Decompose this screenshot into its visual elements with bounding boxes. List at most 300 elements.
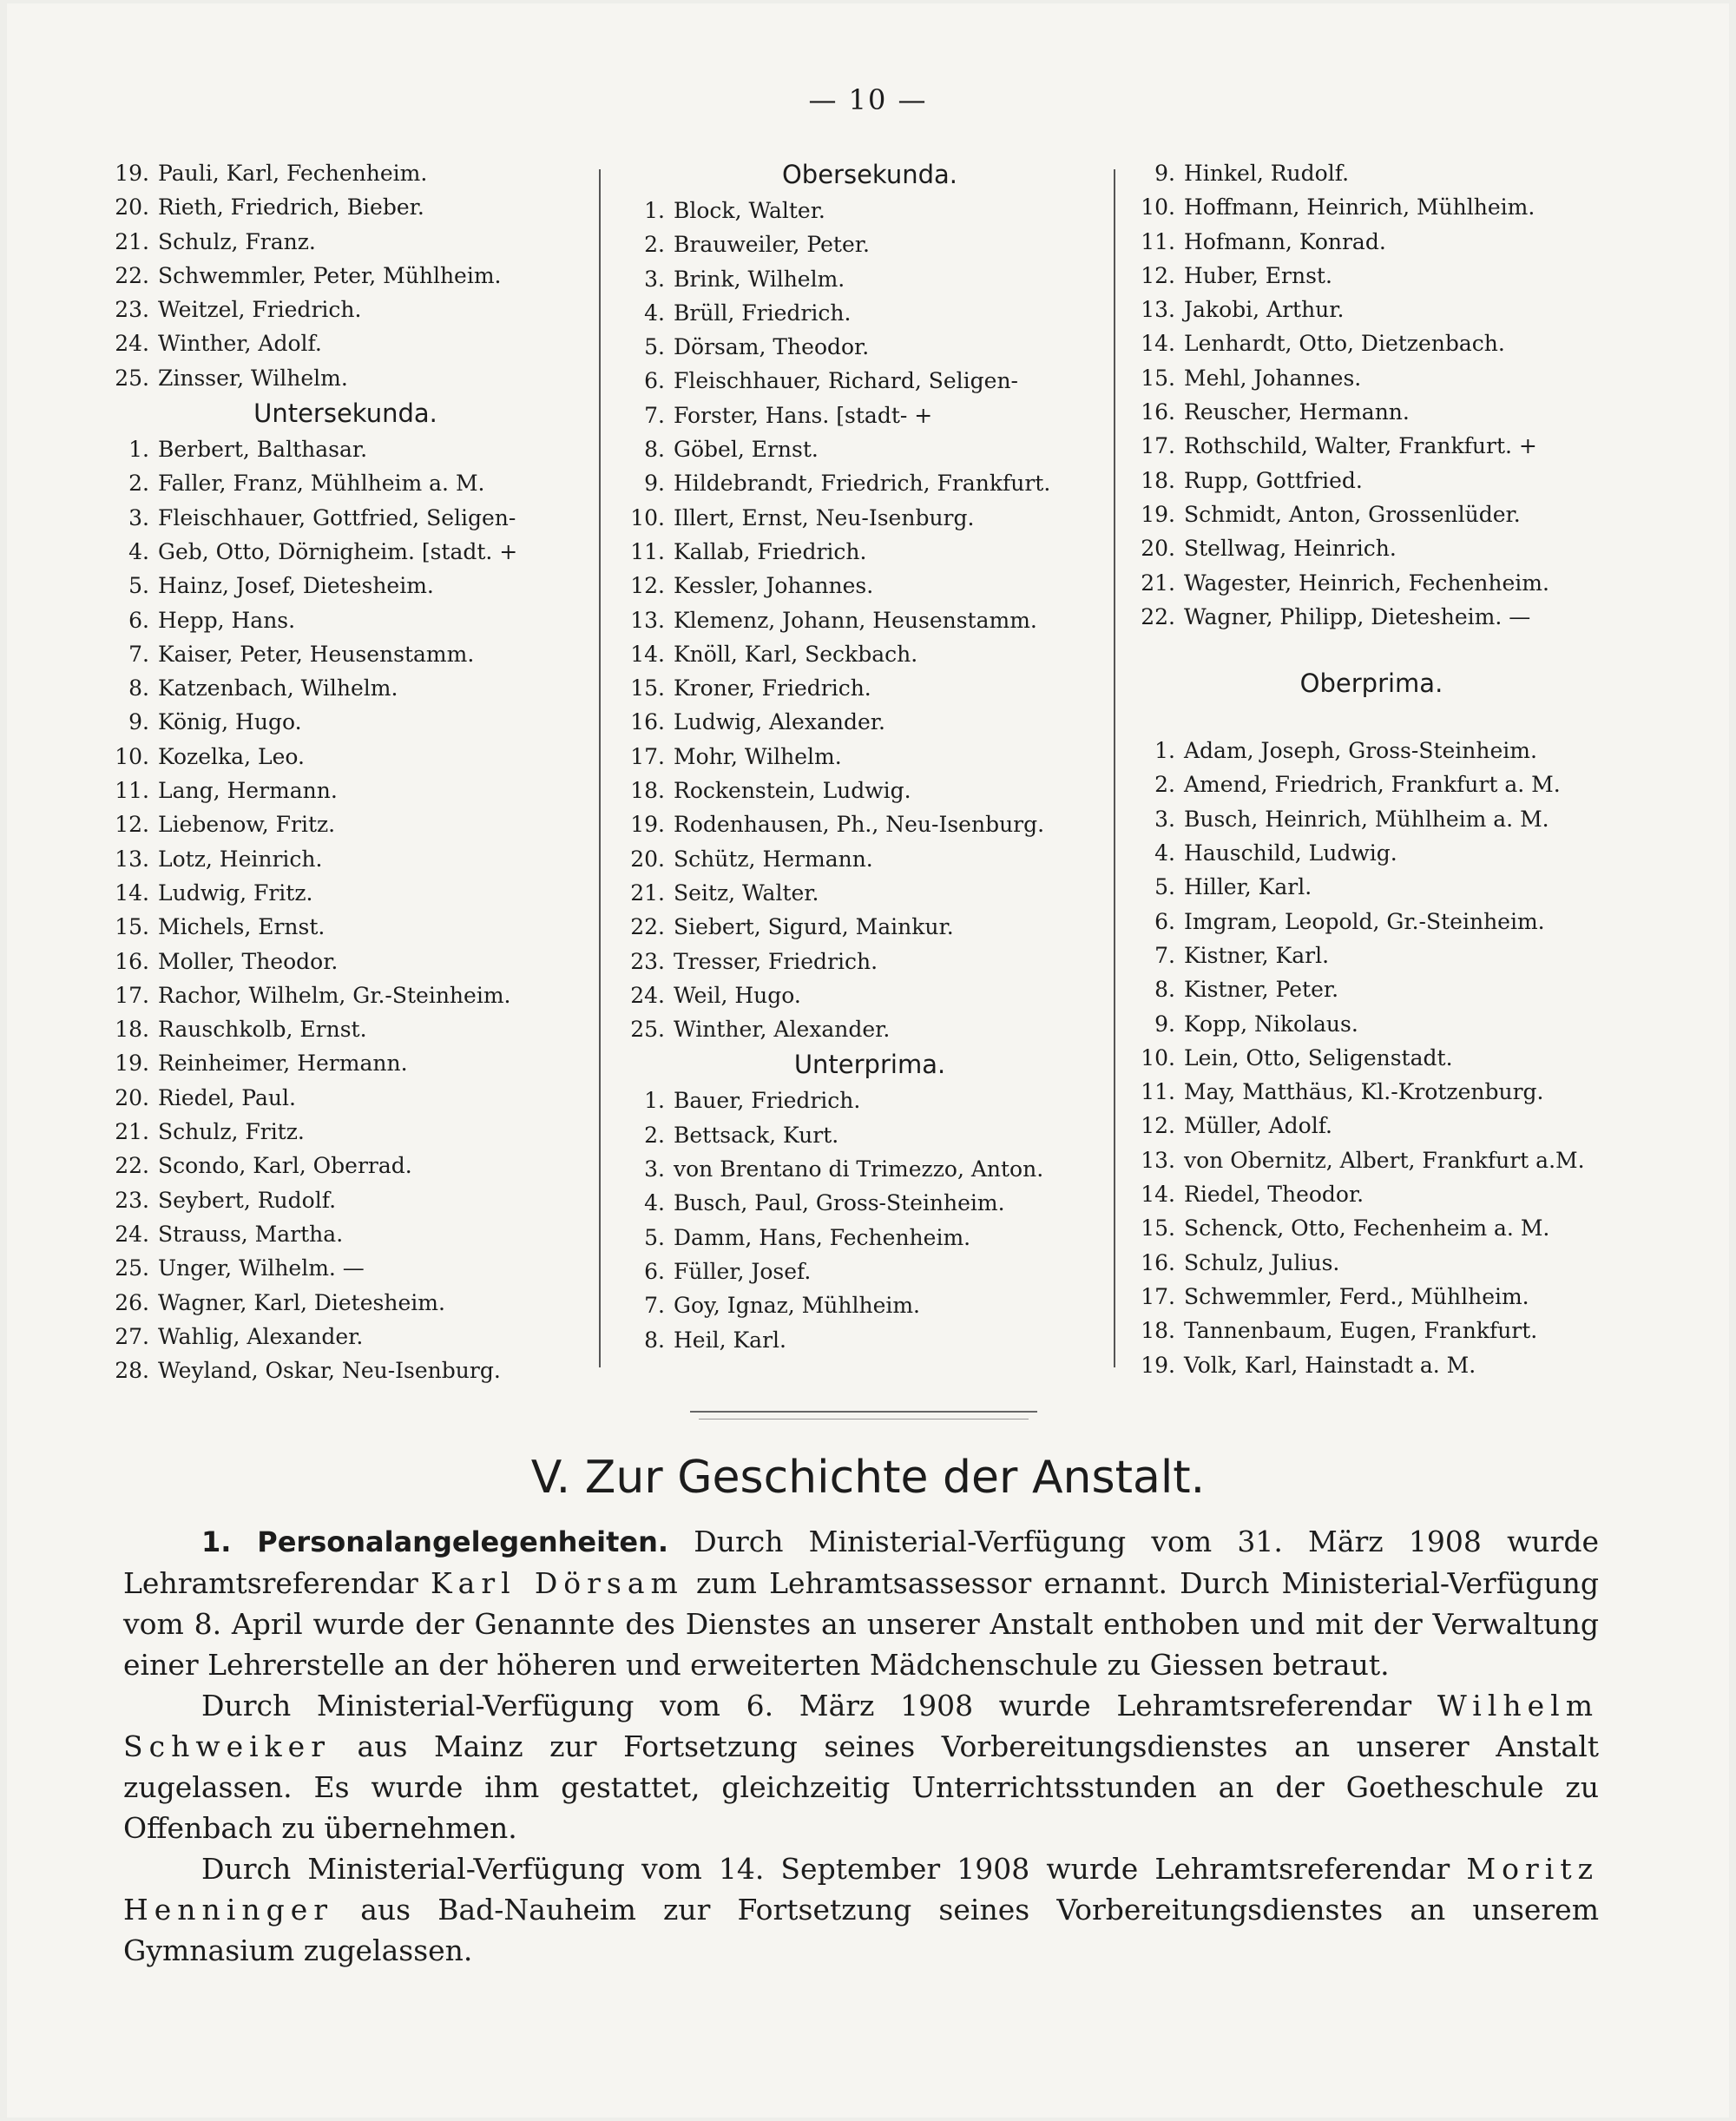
list-item — [102, 1149, 589, 1182]
paragraph-1 — [123, 1521, 1599, 1685]
list-item — [618, 1288, 1121, 1322]
person-name: Moritz Henninger — [123, 1852, 1599, 1927]
list-item — [102, 1354, 589, 1387]
item-number: 26. — [115, 1289, 149, 1315]
list-item — [102, 807, 589, 841]
list-item — [102, 1183, 589, 1217]
list-item — [102, 1286, 589, 1320]
item-name: Schulz, Julius. — [1184, 1249, 1340, 1275]
list-item — [1128, 566, 1614, 600]
item-name: Heil, Karl. — [674, 1327, 786, 1353]
item-name: Mehl, Johannes. — [1184, 365, 1362, 391]
item-name: Adam, Joseph, Gross-Steinheim. — [1184, 738, 1537, 764]
list-item — [618, 296, 1121, 330]
list-item — [1128, 326, 1614, 360]
item-number: 18. — [630, 778, 665, 804]
item-name: Rodenhausen, Ph., Neu-Isenburg. — [674, 812, 1045, 838]
spacer — [1128, 702, 1614, 734]
item-number: 13. — [115, 846, 149, 872]
item-name: Kallab, Friedrich. — [674, 538, 867, 564]
item-name: Moller, Theodor. — [158, 948, 339, 974]
item-name: Schwemmler, Peter, Mühlheim. — [158, 262, 502, 288]
item-number: 15. — [115, 914, 149, 940]
list-item — [102, 876, 589, 910]
item-number: 1. — [644, 1088, 665, 1114]
list-item — [618, 637, 1121, 671]
item-name: Jakobi, Arthur. — [1184, 297, 1345, 323]
list-item — [1128, 734, 1614, 767]
list-item — [618, 807, 1121, 841]
item-number: 1. — [1154, 738, 1175, 764]
list-item — [618, 1084, 1121, 1117]
item-number: 17. — [1141, 433, 1175, 459]
item-name: Kistner, Peter. — [1184, 977, 1339, 1003]
item-name: Wahlig, Alexander. — [158, 1323, 364, 1349]
item-number: 18. — [1141, 467, 1175, 493]
item-name: Lotz, Heinrich. — [158, 846, 323, 872]
item-name: Rieth, Friedrich, Bieber. — [158, 194, 424, 221]
item-number: 3. — [1154, 806, 1175, 832]
item-number: 22. — [115, 1153, 149, 1179]
column-1 — [102, 156, 589, 1387]
item-number: 21. — [1141, 570, 1175, 596]
item-number: 4. — [128, 538, 149, 564]
item-number: 1. — [128, 437, 149, 463]
list-item — [618, 740, 1121, 774]
list-item — [1128, 767, 1614, 801]
item-name: Geb, Otto, Dörnigheim. [stadt. + — [158, 538, 518, 564]
item-name: Ludwig, Alexander. — [674, 709, 885, 735]
list-item — [102, 1046, 589, 1080]
item-number: 16. — [1141, 1249, 1175, 1275]
item-number: 17. — [630, 743, 665, 769]
item-name: Weitzel, Friedrich. — [158, 297, 362, 323]
item-name: Kaiser, Peter, Heusenstamm. — [158, 641, 475, 667]
item-number: 7. — [1154, 942, 1175, 968]
item-number: 15. — [630, 675, 665, 702]
item-name: Wagner, Philipp, Dietesheim. — — [1184, 603, 1531, 629]
item-number: 20. — [630, 846, 665, 872]
item-name: Schütz, Hermann. — [674, 846, 873, 872]
list-item — [1128, 156, 1614, 190]
item-number: 14. — [115, 879, 149, 906]
list-item — [102, 361, 589, 395]
item-number: 19. — [115, 1051, 149, 1077]
item-number: 16. — [115, 948, 149, 974]
list-item — [618, 569, 1121, 603]
list-item — [618, 705, 1121, 739]
item-name: Schmidt, Anton, Grossenlüder. — [1184, 501, 1521, 527]
list-oberprima — [1128, 734, 1614, 1382]
item-name: Schulz, Franz. — [158, 228, 316, 254]
item-name: Hepp, Hans. — [158, 607, 296, 633]
item-number: 21. — [630, 879, 665, 906]
item-name: Damm, Hans, Fechenheim. — [674, 1224, 971, 1250]
list-item — [1128, 802, 1614, 836]
item-number: 15. — [1141, 1215, 1175, 1242]
list-item — [1128, 531, 1614, 565]
item-number: 9. — [644, 471, 665, 497]
item-name: von Obernitz, Albert, Frankfurt a.M. — [1184, 1147, 1585, 1173]
list-item — [618, 1255, 1121, 1288]
item-name: Wagner, Karl, Dietesheim. — [158, 1289, 445, 1315]
item-name: Stellwag, Heinrich. — [1184, 536, 1397, 562]
paragraph-text: aus Mainz zur Fortsetzung seines Vorbereitungsdienstes an unserer Anstalt zugelassen. Es wurde ihm gestattet, gleichzeitig Unterrichtsstunden an der Goetheschule zu Offenbach zu übernehmen. — [123, 1729, 1600, 1845]
item-name: Scondo, Karl, Oberrad. — [158, 1153, 412, 1179]
item-name: Mohr, Wilhelm. — [674, 743, 842, 769]
list-item — [1128, 1211, 1614, 1245]
item-number: 6. — [644, 1258, 665, 1284]
item-name: Kroner, Friedrich. — [674, 675, 871, 702]
list-item — [1128, 972, 1614, 1006]
list-item — [1128, 600, 1614, 634]
item-number: 23. — [115, 1187, 149, 1213]
column-rule-1 — [599, 169, 601, 1367]
item-name: Weyland, Oskar, Neu-Isenburg. — [158, 1358, 501, 1384]
item-name: Hoffmann, Heinrich, Mühlheim. — [1184, 194, 1535, 221]
item-name: Busch, Heinrich, Mühlheim a. M. — [1184, 806, 1549, 832]
item-name: Bauer, Friedrich. — [674, 1088, 861, 1114]
person-name: Karl Dörsam — [431, 1566, 684, 1600]
list-item — [102, 225, 589, 259]
item-name: Liebenow, Fritz. — [158, 812, 336, 838]
item-number: 12. — [1141, 1113, 1175, 1139]
paragraph-subhead: 1. Personalangelegenheiten. — [201, 1525, 669, 1558]
heading-untersekunda: Untersekunda. — [253, 399, 437, 429]
item-number: 28. — [115, 1358, 149, 1384]
list-item — [102, 259, 589, 293]
item-name: Schulz, Fritz. — [158, 1119, 305, 1145]
item-number: 25. — [115, 365, 149, 391]
heading-oberprima: Oberprima. — [1299, 669, 1443, 699]
item-number: 2. — [644, 232, 665, 258]
section-divider — [690, 1411, 1037, 1413]
item-name: Hinkel, Rudolf. — [1184, 161, 1350, 186]
list-item — [102, 740, 589, 774]
list-item — [102, 1217, 589, 1251]
list-item — [102, 910, 589, 944]
item-number: 24. — [115, 1221, 149, 1247]
list-item — [618, 466, 1121, 500]
list-item — [102, 569, 589, 603]
item-number: 5. — [1154, 874, 1175, 900]
item-name: Riedel, Paul. — [158, 1084, 296, 1110]
item-number: 23. — [115, 297, 149, 323]
list-item — [1128, 395, 1614, 429]
list-item — [618, 194, 1121, 227]
item-number: 22. — [1141, 603, 1175, 629]
list-item — [1128, 497, 1614, 531]
item-number: 9. — [128, 709, 149, 735]
item-number: 7. — [644, 402, 665, 428]
item-name: Brüll, Friedrich. — [674, 300, 852, 326]
paragraph-text: Durch Ministerial-Verfügung vom 14. September 1908 wurde Lehramtsreferendar — [201, 1852, 1450, 1886]
item-number: 14. — [630, 641, 665, 667]
item-number: 3. — [644, 1156, 665, 1182]
item-number: 19. — [630, 812, 665, 838]
list-item — [618, 910, 1121, 944]
item-number: 21. — [115, 1119, 149, 1145]
item-name: May, Matthäus, Kl.-Krotzenburg. — [1184, 1079, 1544, 1105]
item-name: Ludwig, Fritz. — [158, 879, 313, 906]
item-number: 4. — [644, 1190, 665, 1216]
item-number: 18. — [1141, 1318, 1175, 1344]
list-item — [102, 637, 589, 671]
list-item — [618, 1118, 1121, 1152]
item-number: 20. — [115, 194, 149, 221]
item-name: Goy, Ignaz, Mühlheim. — [674, 1293, 921, 1319]
list-item — [1128, 836, 1614, 870]
item-name: Pauli, Karl, Fechenheim. — [158, 161, 428, 186]
item-number: 6. — [128, 607, 149, 633]
list-item — [1128, 1075, 1614, 1109]
spacer — [1128, 634, 1614, 665]
item-name: Berbert, Balthasar. — [158, 437, 368, 463]
list-item — [1128, 1177, 1614, 1211]
list-class-continuation — [102, 156, 589, 395]
item-number: 9. — [1154, 161, 1175, 186]
list-item — [102, 501, 589, 535]
item-number: 19. — [1141, 501, 1175, 527]
item-number: 12. — [630, 573, 665, 599]
paragraph-3 — [123, 1848, 1599, 1971]
item-name: Fleischhauer, Richard, Seligen- — [674, 368, 1018, 394]
item-name: Unger, Wilhelm. — — [158, 1255, 365, 1281]
item-number: 16. — [630, 709, 665, 735]
item-number: 2. — [1154, 772, 1175, 798]
item-name: Block, Walter. — [674, 198, 825, 223]
list-item — [102, 190, 589, 224]
item-name: Forster, Hans. [stadt- + — [674, 402, 933, 428]
paragraph-text: zum Lehramtsassessor ernannt. Durch Ministerial-Verfügung vom 8. April wurde der Genannte des Dienstes an unserer Anstalt enthoben und mit der Verwaltung einer Lehrerstelle an der höheren und erweiterten Mädchenschule zu Giessen betraut. — [123, 1566, 1600, 1682]
item-name: Rothschild, Walter, Frankfurt. + — [1184, 433, 1537, 459]
item-name: Füller, Josef. — [674, 1258, 812, 1284]
item-number: 2. — [644, 1122, 665, 1148]
item-number: 7. — [128, 641, 149, 667]
item-name: Michels, Ernst. — [158, 914, 326, 940]
list-item — [102, 1320, 589, 1354]
item-name: Faller, Franz, Mühlheim a. M. — [158, 471, 485, 497]
item-number: 4. — [1154, 840, 1175, 866]
item-number: 23. — [630, 948, 665, 974]
list-item — [102, 842, 589, 876]
item-name: Winther, Adolf. — [158, 331, 322, 357]
list-item — [618, 1323, 1121, 1357]
list-item — [618, 603, 1121, 637]
item-name: Reinheimer, Hermann. — [158, 1051, 408, 1077]
item-number: 11. — [630, 538, 665, 564]
item-name: Siebert, Sigurd, Mainkur. — [674, 914, 954, 940]
list-item — [1128, 1041, 1614, 1075]
heading-unterprima: Unterprima. — [793, 1050, 946, 1080]
item-number: 20. — [115, 1084, 149, 1110]
list-item — [1128, 1246, 1614, 1280]
item-name: Kopp, Nikolaus. — [1184, 1011, 1358, 1037]
list-item — [102, 1012, 589, 1046]
list-item — [1128, 259, 1614, 293]
item-name: Seybert, Rudolf. — [158, 1187, 337, 1213]
item-name: Kessler, Johannes. — [674, 573, 874, 599]
list-item — [618, 1152, 1121, 1186]
item-name: Tresser, Friedrich. — [674, 948, 878, 974]
item-number: 20. — [1141, 536, 1175, 562]
list-item — [618, 842, 1121, 876]
list-item — [102, 156, 589, 190]
item-name: Hofmann, Konrad. — [1184, 228, 1386, 254]
item-number: 13. — [630, 607, 665, 633]
list-item — [618, 501, 1121, 535]
item-number: 11. — [1141, 228, 1175, 254]
paragraph-2 — [123, 1685, 1599, 1848]
item-number: 14. — [1141, 1182, 1175, 1208]
list-item — [102, 1081, 589, 1115]
item-number: 2. — [128, 471, 149, 497]
page-number: — 10 — — [808, 83, 928, 116]
list-item — [1128, 190, 1614, 224]
list-item — [102, 535, 589, 569]
list-item — [1128, 225, 1614, 259]
item-name: Wagester, Heinrich, Fechenheim. — [1184, 570, 1549, 596]
item-number: 6. — [644, 368, 665, 394]
item-name: Volk, Karl, Hainstadt a. M. — [1184, 1352, 1476, 1378]
item-name: Huber, Ernst. — [1184, 262, 1332, 288]
list-unterprima — [618, 1084, 1121, 1356]
item-name: Busch, Paul, Gross-Steinheim. — [674, 1190, 1005, 1216]
paragraph-text: Durch Ministerial-Verfügung vom 6. März 1908 wurde Lehramtsreferendar — [201, 1689, 1412, 1722]
item-number: 8. — [128, 675, 149, 702]
list-item — [618, 876, 1121, 910]
item-number: 1. — [644, 198, 665, 223]
item-name: Rockenstein, Ludwig. — [674, 778, 911, 804]
list-item — [618, 978, 1121, 1012]
item-name: Winther, Alexander. — [674, 1017, 891, 1043]
item-number: 10. — [630, 504, 665, 530]
list-item — [1128, 1109, 1614, 1143]
item-name: Kozelka, Leo. — [158, 743, 305, 769]
list-item — [618, 227, 1121, 261]
list-item — [102, 945, 589, 978]
item-number: 11. — [115, 778, 149, 804]
list-item — [618, 945, 1121, 978]
item-number: 25. — [630, 1017, 665, 1043]
item-name: Göbel, Ernst. — [674, 437, 819, 463]
list-item — [618, 1221, 1121, 1255]
item-name: Hainz, Josef, Dietesheim. — [158, 573, 434, 599]
column-3 — [1128, 156, 1614, 1382]
item-number: 22. — [115, 262, 149, 288]
item-number: 19. — [115, 161, 149, 186]
item-number: 24. — [630, 982, 665, 1008]
list-item — [618, 535, 1121, 569]
item-name: Brink, Wilhelm. — [674, 266, 845, 292]
item-name: Tannenbaum, Eugen, Frankfurt. — [1184, 1318, 1538, 1344]
item-name: König, Hugo. — [158, 709, 302, 735]
list-item — [618, 432, 1121, 466]
list-untersekunda — [102, 432, 589, 1387]
item-name: Rupp, Gottfried. — [1184, 467, 1363, 493]
item-number: 15. — [1141, 365, 1175, 391]
list-item — [1128, 870, 1614, 904]
item-name: Rachor, Wilhelm, Gr.-Steinheim. — [158, 982, 511, 1008]
list-item — [1128, 1280, 1614, 1314]
item-name: Amend, Friedrich, Frankfurt a. M. — [1184, 772, 1561, 798]
item-name: Hauschild, Ludwig. — [1184, 840, 1397, 866]
list-item — [1128, 464, 1614, 497]
list-item — [618, 774, 1121, 807]
list-item — [102, 978, 589, 1012]
item-number: 19. — [1141, 1352, 1175, 1378]
item-name: Strauss, Martha. — [158, 1221, 344, 1247]
item-number: 8. — [1154, 977, 1175, 1003]
list-item — [102, 326, 589, 360]
item-name: Brauweiler, Peter. — [674, 232, 870, 258]
item-name: Knöll, Karl, Seckbach. — [674, 641, 918, 667]
list-item — [618, 1186, 1121, 1220]
list-item — [102, 671, 589, 705]
item-number: 7. — [644, 1293, 665, 1319]
list-item — [1128, 1314, 1614, 1347]
item-name: Dörsam, Theodor. — [674, 334, 870, 360]
item-number: 10. — [1141, 194, 1175, 221]
list-item — [618, 262, 1121, 296]
item-number: 16. — [1141, 399, 1175, 425]
list-item — [618, 330, 1121, 364]
item-number: 13. — [1141, 297, 1175, 323]
paragraph-text: Durch Ministerial-Verfügung vom 31. März 1908 wurde Lehramtsreferendar — [123, 1525, 1599, 1600]
item-name: Riedel, Theodor. — [1184, 1182, 1364, 1208]
person-name: Wilhelm Schweiker — [123, 1689, 1599, 1763]
item-name: Kistner, Karl. — [1184, 942, 1330, 968]
item-name: Katzenbach, Wilhelm. — [158, 675, 398, 702]
item-number: 5. — [644, 334, 665, 360]
item-name: Lein, Otto, Seligenstadt. — [1184, 1044, 1453, 1070]
item-name: Weil, Hugo. — [674, 982, 801, 1008]
list-item — [1128, 905, 1614, 939]
item-number: 9. — [1154, 1011, 1175, 1037]
list-item — [102, 603, 589, 637]
item-number: 24. — [115, 331, 149, 357]
item-number: 25. — [115, 1255, 149, 1281]
column-2 — [618, 156, 1121, 1357]
list-item — [1128, 293, 1614, 326]
list-item — [1128, 1007, 1614, 1041]
item-number: 27. — [115, 1323, 149, 1349]
item-number: 10. — [1141, 1044, 1175, 1070]
item-name: Lang, Hermann. — [158, 778, 338, 804]
item-number: 13. — [1141, 1147, 1175, 1173]
item-name: Lenhardt, Otto, Dietzenbach. — [1184, 331, 1505, 357]
list-obersekunda — [618, 194, 1121, 1046]
item-number: 8. — [644, 1327, 665, 1353]
item-number: 11. — [1141, 1079, 1175, 1105]
item-number: 10. — [115, 743, 149, 769]
list-item — [618, 1012, 1121, 1046]
item-name: Müller, Adolf. — [1184, 1113, 1332, 1139]
list-item — [102, 432, 589, 466]
item-number: 3. — [128, 504, 149, 530]
item-number: 3. — [644, 266, 665, 292]
list-unterprima-continuation — [1128, 156, 1614, 634]
list-item — [102, 1115, 589, 1149]
item-number: 8. — [644, 437, 665, 463]
item-number: 17. — [115, 982, 149, 1008]
list-item — [1128, 1143, 1614, 1177]
item-name: Schenck, Otto, Fechenheim a. M. — [1184, 1215, 1550, 1242]
item-name: Hiller, Karl. — [1184, 874, 1312, 900]
item-name: Seitz, Walter. — [674, 879, 819, 906]
list-item — [618, 399, 1121, 432]
item-number: 17. — [1141, 1283, 1175, 1309]
